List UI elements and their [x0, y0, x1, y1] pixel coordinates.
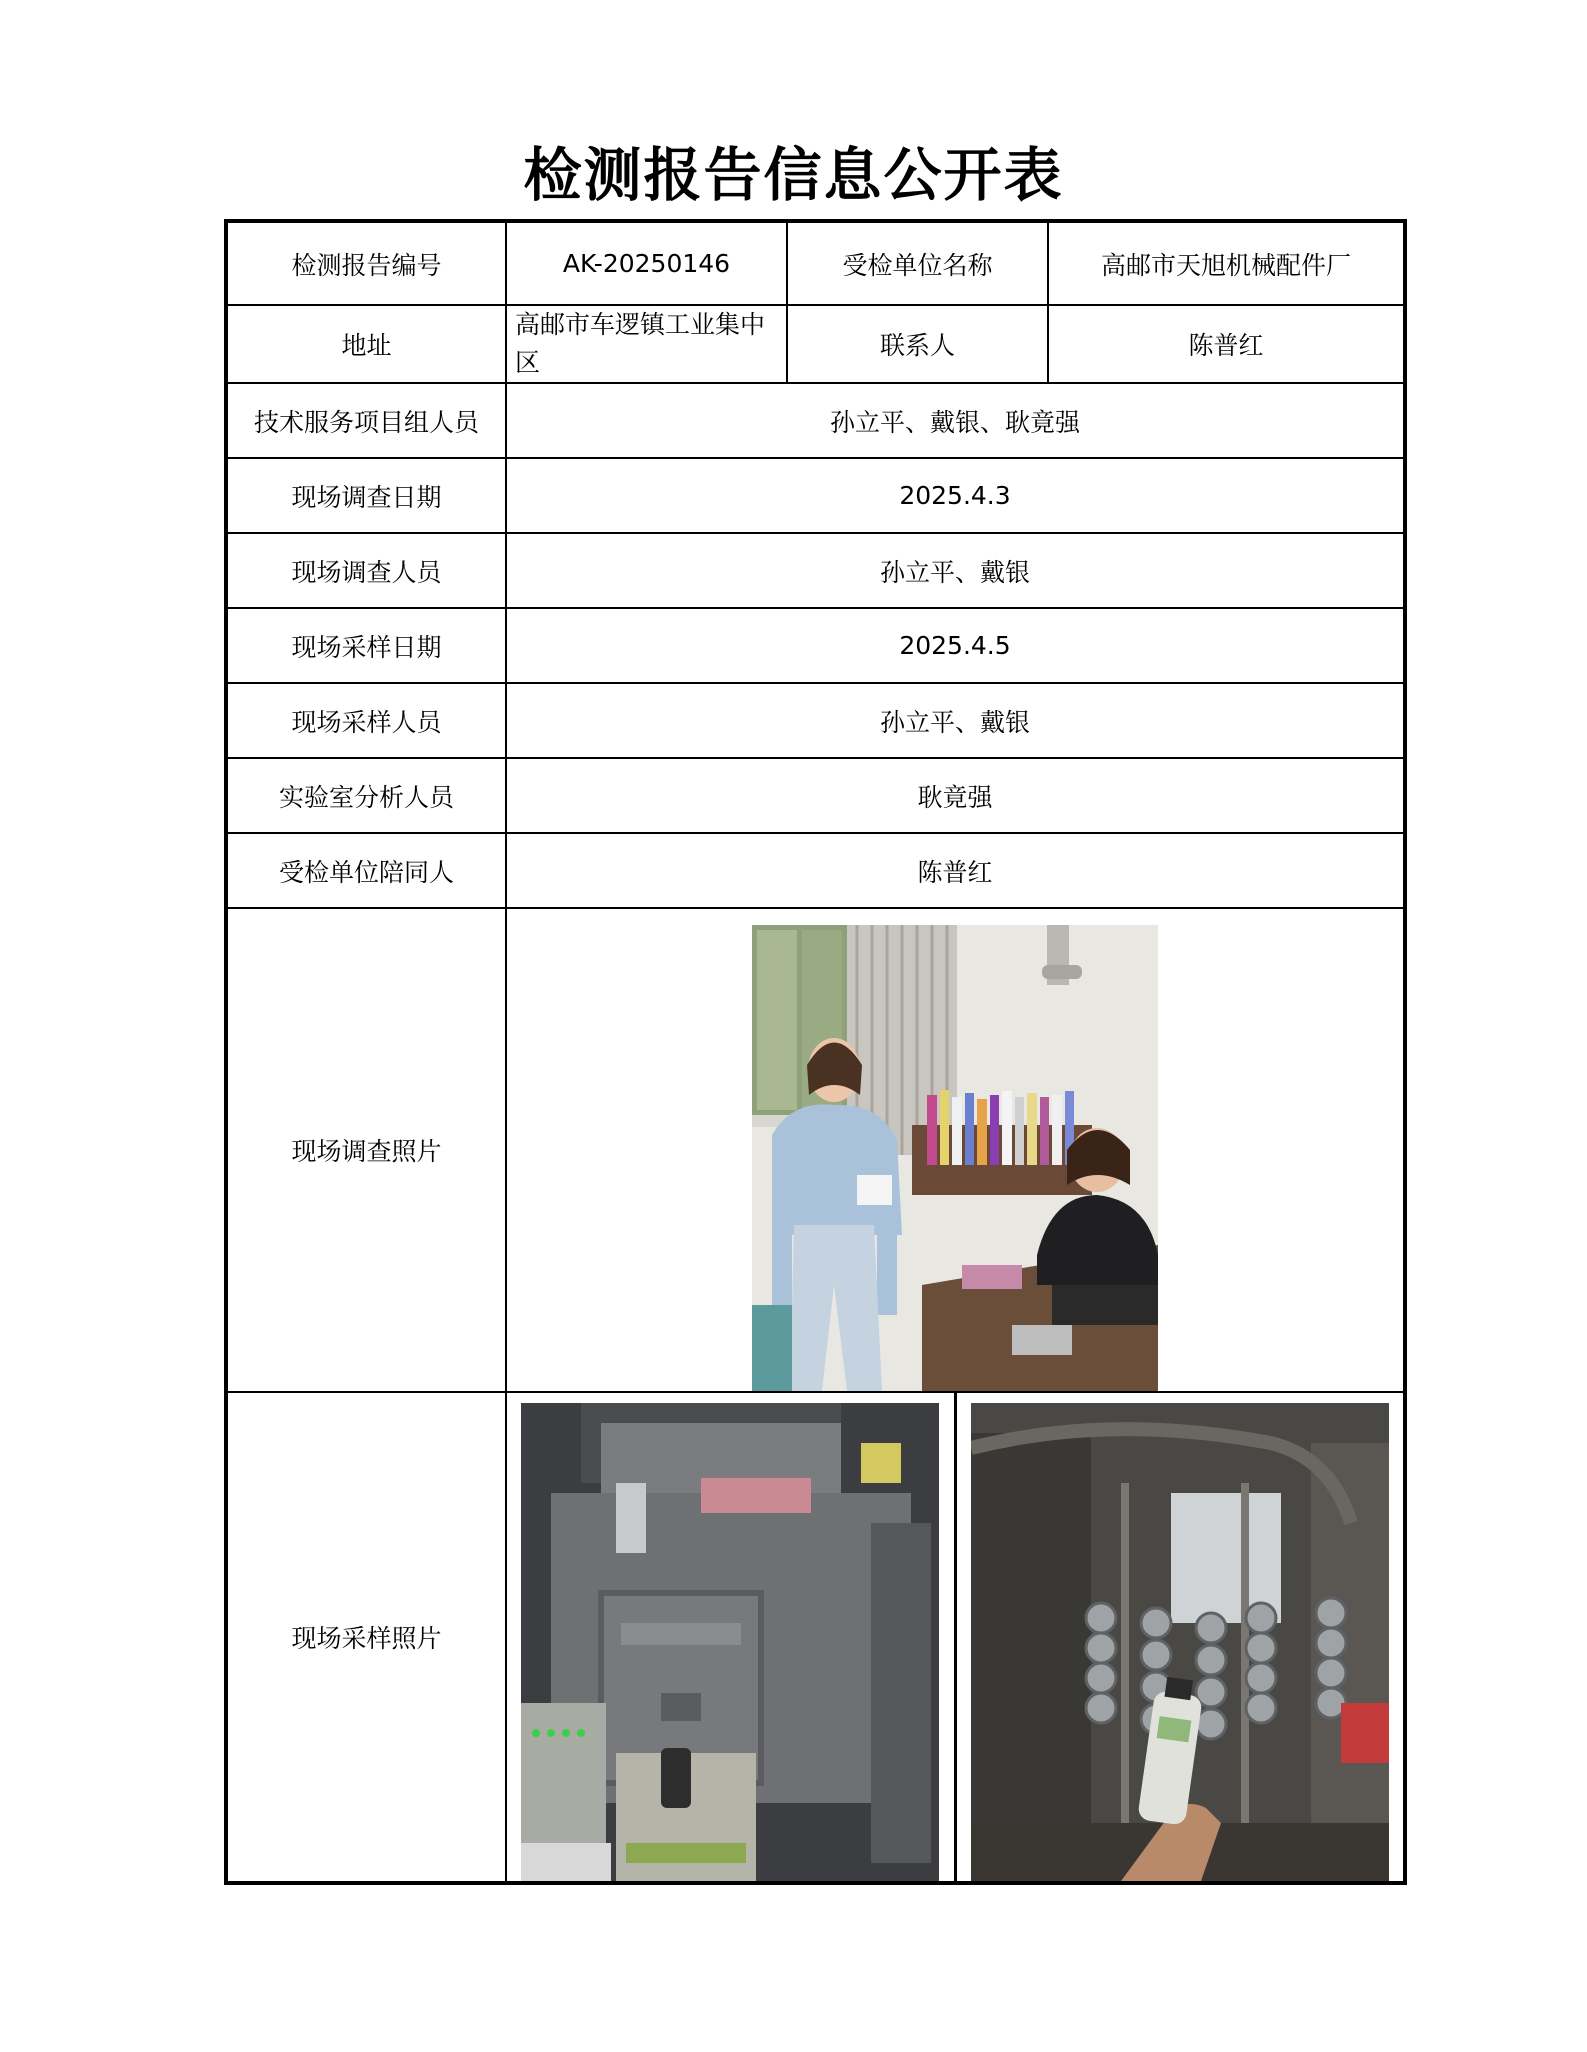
table-row [226, 458, 1405, 533]
sampling-photo-right-cell [957, 1393, 1404, 1881]
lab-staff-value: 耿竟强 [506, 758, 1405, 833]
address-value: 高邮市车逻镇工业集中区 [506, 305, 787, 383]
survey-staff-value: 孙立平、戴银 [506, 533, 1405, 608]
lab-staff-label: 实验室分析人员 [226, 758, 506, 833]
sampling-photo-2 [971, 1403, 1389, 1881]
survey-photo-label: 现场调查照片 [226, 908, 506, 1392]
sampling-photo-left-cell [507, 1393, 954, 1881]
sampling-photo-cell [506, 1392, 1405, 1883]
sampling-staff-label: 现场采样人员 [226, 683, 506, 758]
team-value: 孙立平、戴银、耿竟强 [506, 383, 1405, 458]
table-row [226, 221, 1405, 305]
page-title: 检测报告信息公开表 [523, 141, 1064, 209]
escort-label: 受检单位陪同人 [226, 833, 506, 908]
table-row [226, 1392, 1405, 1883]
team-label: 技术服务项目组人员 [226, 383, 506, 458]
address-label: 地址 [226, 305, 506, 383]
unit-name-value: 高邮市天旭机械配件厂 [1048, 221, 1405, 305]
table-row [226, 758, 1405, 833]
office-scene-image [752, 925, 1158, 1391]
table-row [226, 383, 1405, 458]
sampling-photo-label: 现场采样照片 [226, 1392, 506, 1883]
sampling-photo-1 [521, 1403, 939, 1881]
report-info-table [224, 219, 1407, 1885]
survey-date-value: 2025.4.3 [506, 458, 1405, 533]
contact-label: 联系人 [787, 305, 1048, 383]
contact-value: 陈普红 [1048, 305, 1405, 383]
table-row [226, 833, 1405, 908]
shot-blast-machine-image [521, 1403, 939, 1881]
survey-photo [752, 925, 1158, 1391]
noise-measurement-image [971, 1403, 1389, 1881]
sampling-date-label: 现场采样日期 [226, 608, 506, 683]
sampling-photo-row [507, 1393, 1403, 1881]
survey-date-label: 现场调查日期 [226, 458, 506, 533]
survey-staff-label: 现场调查人员 [226, 533, 506, 608]
report-no-value: AK-20250146 [506, 221, 787, 305]
sampling-date-value: 2025.4.5 [506, 608, 1405, 683]
table-row [226, 608, 1405, 683]
sampling-staff-value: 孙立平、戴银 [506, 683, 1405, 758]
escort-value: 陈普红 [506, 833, 1405, 908]
table-row [226, 305, 1405, 383]
table-row [226, 533, 1405, 608]
report-no-label: 检测报告编号 [226, 221, 506, 305]
table-row [226, 683, 1405, 758]
survey-photo-cell [506, 908, 1405, 1392]
unit-name-label: 受检单位名称 [787, 221, 1048, 305]
table-row [226, 908, 1405, 1392]
